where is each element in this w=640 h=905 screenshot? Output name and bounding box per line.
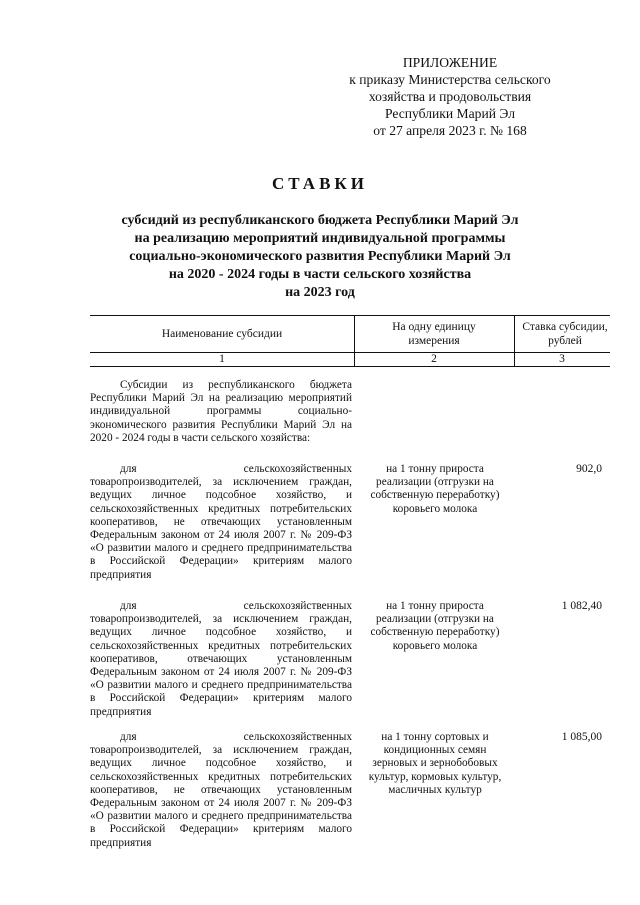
row-name: для сельскохозяйственных товаропроизводителей, за исключением граждан, ведущих личное подсобное хозяйство, и сельскохозяйственных кредитных потребительских кооперативов, не отвечающих установленным Федеральным законом от 24 июля 2007 г. № 209-ФЗ «О развитии малого и среднего предпринимательства в Российской Федерации» критериям малого предприятия	[90, 731, 352, 849]
column-number: 3	[559, 353, 565, 365]
numbers-bottom-border	[90, 366, 610, 367]
appendix-line: Республики Марий Эл	[384, 106, 516, 121]
subtitle-line: социально-экономического развития Республики Марий Эл	[129, 249, 511, 264]
table-intro: Субсидии из республиканского бюджета Республики Марий Эл на реализацию мероприятий индивидуальной программы социально-экономического развития Республики Марий Эл на 2020 - 2024 годы в части сельского хозяйства:	[90, 379, 352, 444]
document-title: СТАВКИ	[272, 174, 368, 193]
appendix-line: от 27 апреля 2023 г. № 168	[373, 123, 527, 138]
row-rate: 1 085,00	[561, 731, 602, 743]
header-unit: На одну единицу измерения	[392, 320, 476, 347]
appendix-block	[300, 54, 600, 139]
row-rate: 902,0	[576, 463, 602, 475]
column-number: 1	[219, 353, 225, 365]
subtitle-line: субсидий из республиканского бюджета Республики Марий Эл	[121, 213, 519, 228]
subtitle-line: на 2020 - 2024 годы в части сельского хозяйства	[168, 267, 472, 282]
subtitle-line: на 2023 год	[285, 285, 355, 300]
subtitle-line: на реализацию мероприятий индивидуальной программы	[134, 231, 506, 246]
row-unit: на 1 тонну прироста реализации (отгрузки на собственную переработку) коровьего молока	[370, 463, 500, 515]
appendix-line: ПРИЛОЖЕНИЕ	[402, 55, 498, 70]
row-name: для сельскохозяйственных товаропроизводителей, за исключением граждан, ведущих личное подсобное хозяйство, и сельскохозяйственных кредитных потребительских кооперативов, не отвечающих установленным Федеральным законом от 24 июля 2007 г. № 209-ФЗ «О развитии малого и среднего предпринимательства в Российской Федерации» критериям малого предприятия	[90, 463, 352, 581]
row-name: для сельскохозяйственных товаропроизводителей, за исключением граждан, ведущих личное подсобное хозяйство, и сельскохозяйственных кредитных потребительских кооперативов, отвечающих установленным Федеральным законом от 24 июля 2007 г. № 209-ФЗ «О развитии малого и среднего предпринимательства в Российской Федерации» критериям малого предприятия	[90, 600, 352, 718]
document-subtitle	[80, 212, 560, 302]
row-unit: на 1 тонну прироста реализации (отгрузки на собственную переработку) коровьего молока	[370, 600, 500, 652]
header-name: Наименование субсидии	[161, 327, 283, 340]
row-rate: 1 082,40	[561, 600, 602, 612]
column-number: 2	[431, 353, 437, 365]
header-rate: Ставка субсидии, рублей	[522, 320, 608, 347]
appendix-line: к приказу Министерства сельского	[349, 72, 551, 87]
appendix-line: хозяйства и продовольствия	[368, 89, 532, 104]
row-unit: на 1 тонну сортовых и кондиционных семян зерновых и зернобобовых культур, кормовых культур, масличных культур	[368, 731, 502, 796]
